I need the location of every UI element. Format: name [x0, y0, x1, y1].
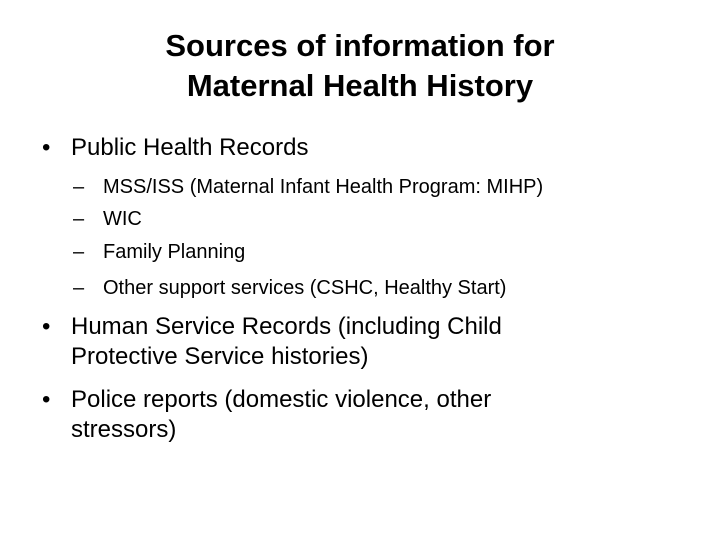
bullet-human-service-records	[42, 312, 662, 372]
sub-marker: –	[73, 241, 85, 263]
sub-marker: –	[73, 176, 85, 198]
sub-item-text: MSS/ISS (Maternal Infant Health Program: MIHP)	[103, 176, 544, 198]
bullet-marker: •	[42, 386, 51, 413]
slide-title	[0, 26, 720, 106]
bullet-marker: •	[42, 313, 51, 340]
sub-item-wic	[73, 207, 693, 231]
sub-item-text: Other support services (CSHC, Healthy Start)	[103, 277, 507, 299]
bullet-text-line-1: Human Service Records (including Child	[71, 313, 502, 340]
sub-item-text: Family Planning	[103, 241, 246, 263]
bullet-text: Public Health Records	[71, 134, 309, 161]
sub-marker: –	[73, 208, 85, 230]
sub-item-family-planning	[73, 240, 693, 264]
sub-marker: –	[73, 277, 85, 299]
sub-item-mss-iss	[73, 175, 693, 199]
title-line-1: Sources of information for	[165, 28, 555, 63]
bullet-public-health-records	[42, 133, 662, 163]
bullet-text-line-2: Protective Service histories)	[71, 343, 369, 370]
title-line-2: Maternal Health History	[186, 68, 534, 103]
bullet-marker: •	[42, 134, 51, 161]
sub-item-text: WIC	[103, 208, 142, 230]
bullet-police-reports	[42, 385, 662, 445]
bullet-text-line-2: stressors)	[71, 416, 177, 443]
sub-item-other-support-services	[73, 276, 693, 300]
bullet-text-line-1: Police reports (domestic violence, other	[71, 386, 492, 413]
